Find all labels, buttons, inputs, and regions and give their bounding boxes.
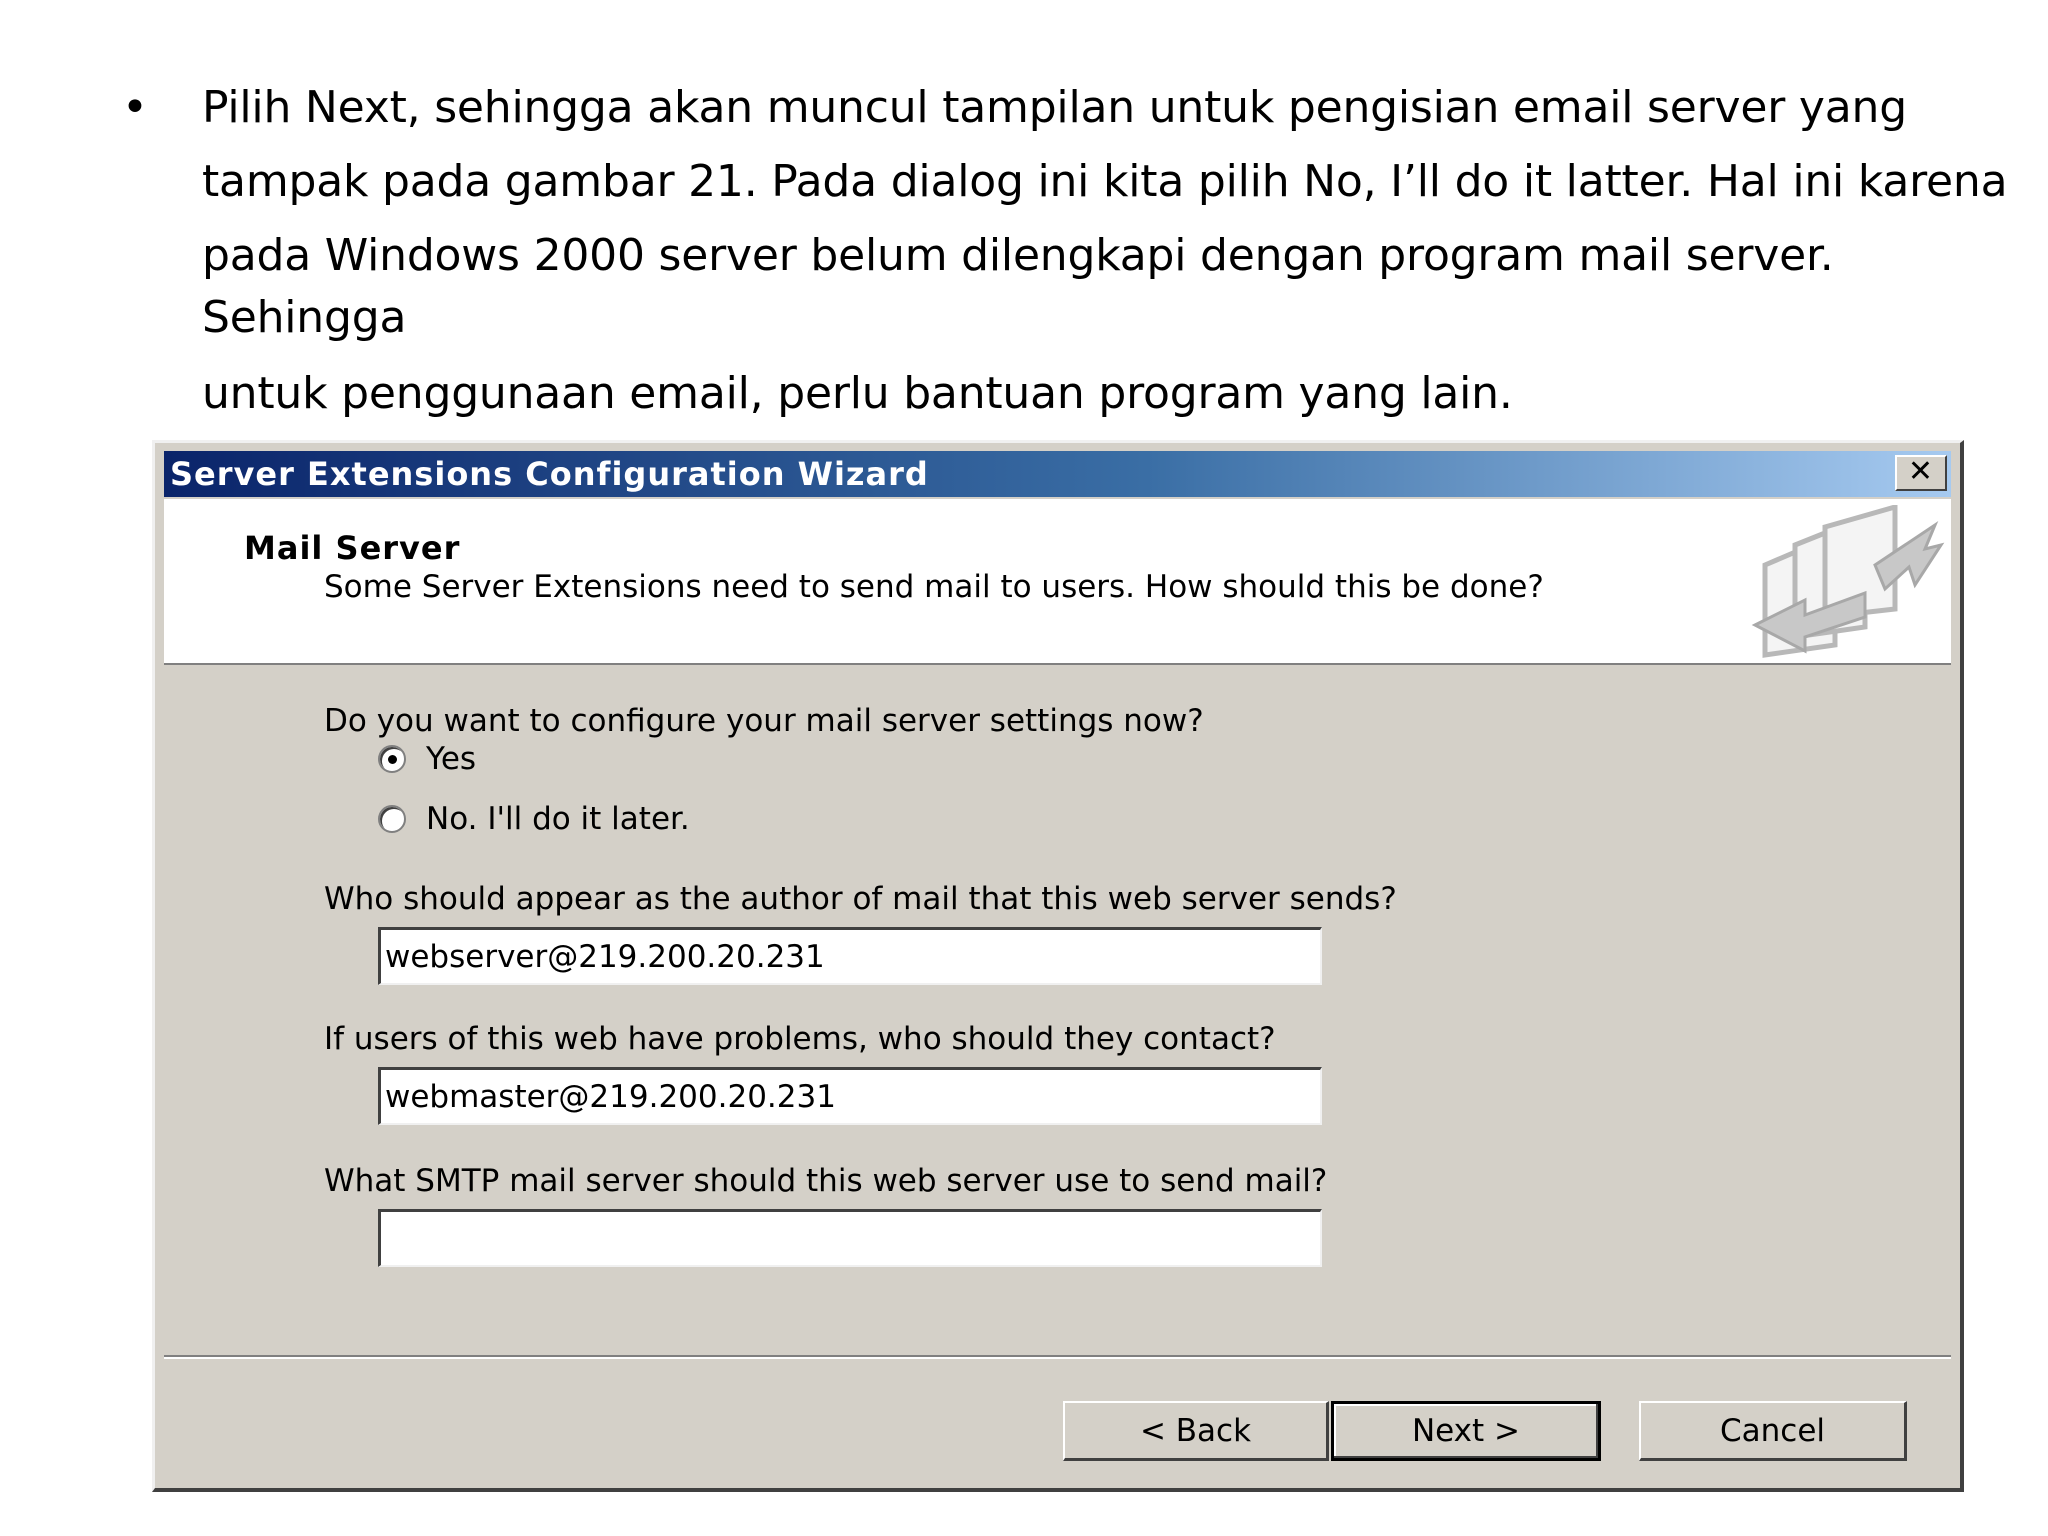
cancel-button[interactable]: Cancel (1639, 1401, 1907, 1461)
close-button[interactable] (1895, 455, 1947, 491)
contact-email-input[interactable] (378, 1067, 1322, 1125)
author-email-input[interactable] (378, 927, 1322, 985)
back-button[interactable]: < Back (1063, 1401, 1329, 1461)
header-subtitle: Some Server Extensions need to send mail to users. How should this be done? (324, 569, 1544, 605)
radio-yes-option[interactable] (378, 739, 476, 779)
configure-question-label: Do you want to configure your mail server settings now? (324, 703, 1204, 739)
paragraph-line-5: untuk penggunaan email, perlu bantuan program yang lain. (202, 368, 1513, 419)
radio-no[interactable] (378, 805, 406, 833)
title-bar[interactable] (164, 451, 1951, 497)
next-button[interactable]: Next > (1331, 1401, 1601, 1461)
paragraph-line-3: pada Windows 2000 server belum dilengkapi dengan program mail server. (202, 230, 1834, 281)
author-question-label: Who should appear as the author of mail that this web server sends? (324, 881, 1397, 917)
dialog-title: Server Extensions Configuration Wizard (170, 455, 929, 493)
radio-no-option[interactable] (378, 799, 690, 839)
wizard-header (164, 499, 1951, 665)
smtp-server-input[interactable] (378, 1209, 1322, 1267)
button-divider (164, 1355, 1951, 1359)
smtp-question-label: What SMTP mail server should this web server use to send mail? (324, 1163, 1328, 1199)
radio-no-label: No. I'll do it later. (426, 801, 690, 837)
paragraph-line-4: Sehingga (202, 292, 407, 343)
wizard-pages-icon (1745, 505, 1945, 661)
radio-yes-label: Yes (426, 741, 477, 777)
paragraph-line-1: Pilih Next, sehingga akan muncul tampilan untuk pengisian email server yang (202, 82, 1907, 133)
wizard-dialog (152, 440, 1964, 1492)
bullet-point: • (122, 82, 148, 133)
paragraph-line-2: tampak pada gambar 21. Pada dialog ini kita pilih No, I’ll do it latter. Hal ini karena (202, 156, 2008, 207)
contact-question-label: If users of this web have problems, who should they contact? (324, 1021, 1276, 1057)
close-icon: ✕ (1907, 454, 1935, 489)
radio-yes[interactable] (378, 745, 406, 773)
header-title: Mail Server (244, 529, 461, 567)
wizard-body (164, 667, 1951, 1347)
